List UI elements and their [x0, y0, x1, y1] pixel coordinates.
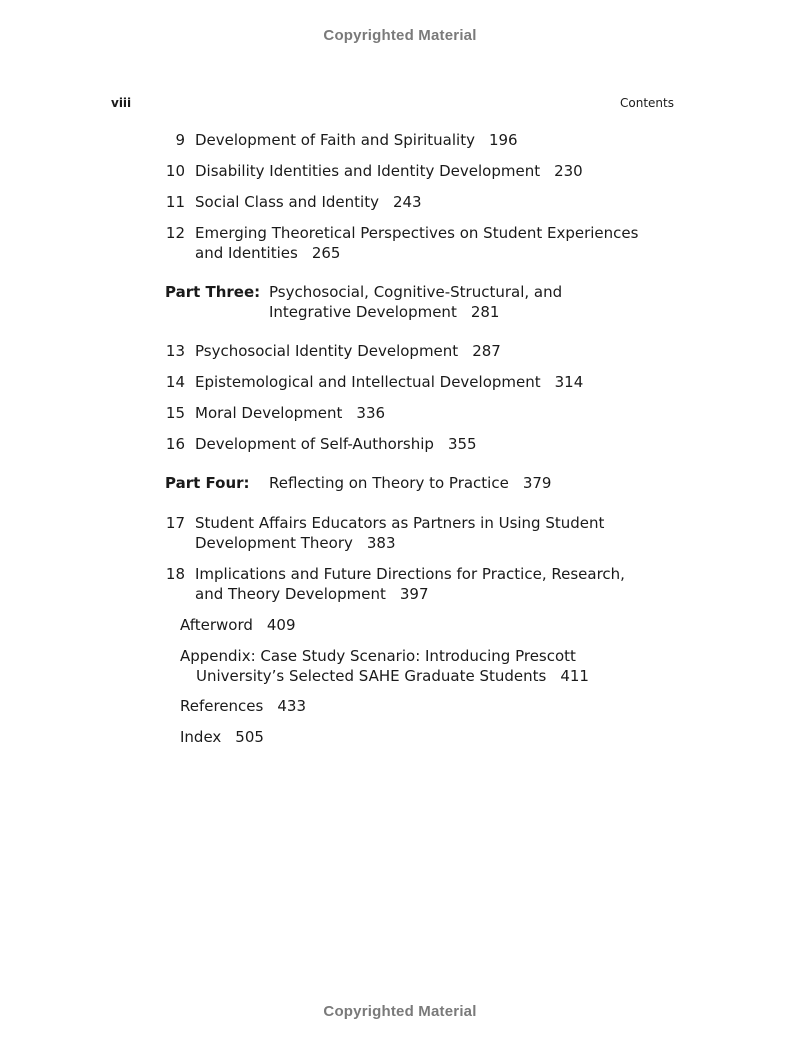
toc-chapter-entry[interactable]: [165, 162, 685, 182]
chapter-number: 10: [165, 162, 185, 180]
toc-backmatter-entry[interactable]: [180, 728, 680, 748]
running-head: Contents: [620, 96, 674, 110]
toc-chapter-entry[interactable]: [165, 193, 685, 213]
toc-chapter-entry[interactable]: [165, 514, 680, 553]
part-title: Reflecting on Theory to Practice: [269, 474, 509, 492]
chapter-number: 15: [165, 404, 185, 422]
toc-part-entry[interactable]: [165, 283, 635, 322]
chapter-title: Psychosocial Identity Development: [195, 342, 459, 360]
toc-chapter-entry[interactable]: [165, 404, 685, 424]
chapter-title: Epistemological and Intellectual Development: [195, 373, 541, 391]
toc-part-entry[interactable]: [165, 474, 685, 494]
part-title: Psychosocial, Cognitive-Structural, and Integrative Development: [269, 283, 563, 321]
page-number: 243: [392, 193, 422, 211]
chapter-title: Social Class and Identity: [195, 193, 379, 211]
page-number: 383: [366, 533, 396, 552]
copyright-watermark-top: Copyrighted Material: [323, 27, 477, 44]
backmatter-title: Afterword: [180, 616, 253, 634]
page-number: 411: [560, 666, 589, 685]
page-number: 433: [277, 697, 306, 715]
chapter-number: 14: [165, 373, 185, 391]
page-number: 397: [399, 584, 429, 603]
page-number: 265: [311, 243, 341, 262]
chapter-number: 16: [165, 435, 185, 453]
toc-backmatter-entry[interactable]: [180, 616, 680, 636]
chapter-number: 9: [175, 131, 185, 149]
page-number: 379: [522, 474, 552, 492]
chapter-title: Disability Identities and Identity Development: [195, 162, 541, 180]
toc-chapter-entry[interactable]: [165, 435, 685, 455]
page-number: 336: [356, 404, 386, 422]
chapter-number: 11: [165, 193, 185, 211]
chapter-number: 12: [165, 224, 185, 242]
backmatter-title: References: [180, 697, 264, 715]
chapter-title: Implications and Future Directions for Practice, Research, and Theory Development: [195, 565, 625, 603]
page-number: 355: [447, 435, 477, 453]
backmatter-title: Appendix: Case Study Scenario: Introducing Prescott University’s Selected SAHE Graduate Students: [180, 647, 576, 685]
chapter-title: Emerging Theoretical Perspectives on Student Experiences and Identities: [195, 224, 639, 262]
part-label: Part Three:: [165, 283, 261, 301]
page-number: 196: [488, 131, 518, 149]
toc-chapter-entry[interactable]: [165, 373, 685, 393]
toc-backmatter-entry[interactable]: [180, 647, 650, 686]
toc-chapter-entry[interactable]: [165, 342, 685, 362]
toc-backmatter-entry[interactable]: [180, 697, 680, 717]
part-label: Part Four:: [165, 474, 250, 492]
toc-chapter-entry[interactable]: [165, 565, 635, 604]
chapter-title: Development of Faith and Spirituality: [195, 131, 475, 149]
toc-chapter-entry[interactable]: [165, 131, 685, 151]
page-number: 281: [470, 302, 500, 321]
chapter-number: 18: [165, 565, 185, 583]
copyright-watermark-bottom: Copyrighted Material: [323, 1003, 477, 1020]
chapter-number: 17: [165, 514, 185, 532]
chapter-title: Student Affairs Educators as Partners in Using Student Development Theory: [195, 514, 605, 552]
toc-chapter-entry[interactable]: [165, 224, 645, 263]
page-number: 287: [472, 342, 501, 360]
page-folio: viii: [111, 96, 132, 110]
page-number: 314: [554, 373, 584, 391]
page-number: 409: [266, 616, 296, 634]
backmatter-title: Index: [180, 728, 222, 746]
chapter-number: 13: [165, 342, 185, 360]
page-number: 230: [554, 162, 583, 180]
chapter-title: Development of Self-Authorship: [195, 435, 434, 453]
chapter-title: Moral Development: [195, 404, 343, 422]
page-number: 505: [235, 728, 264, 746]
